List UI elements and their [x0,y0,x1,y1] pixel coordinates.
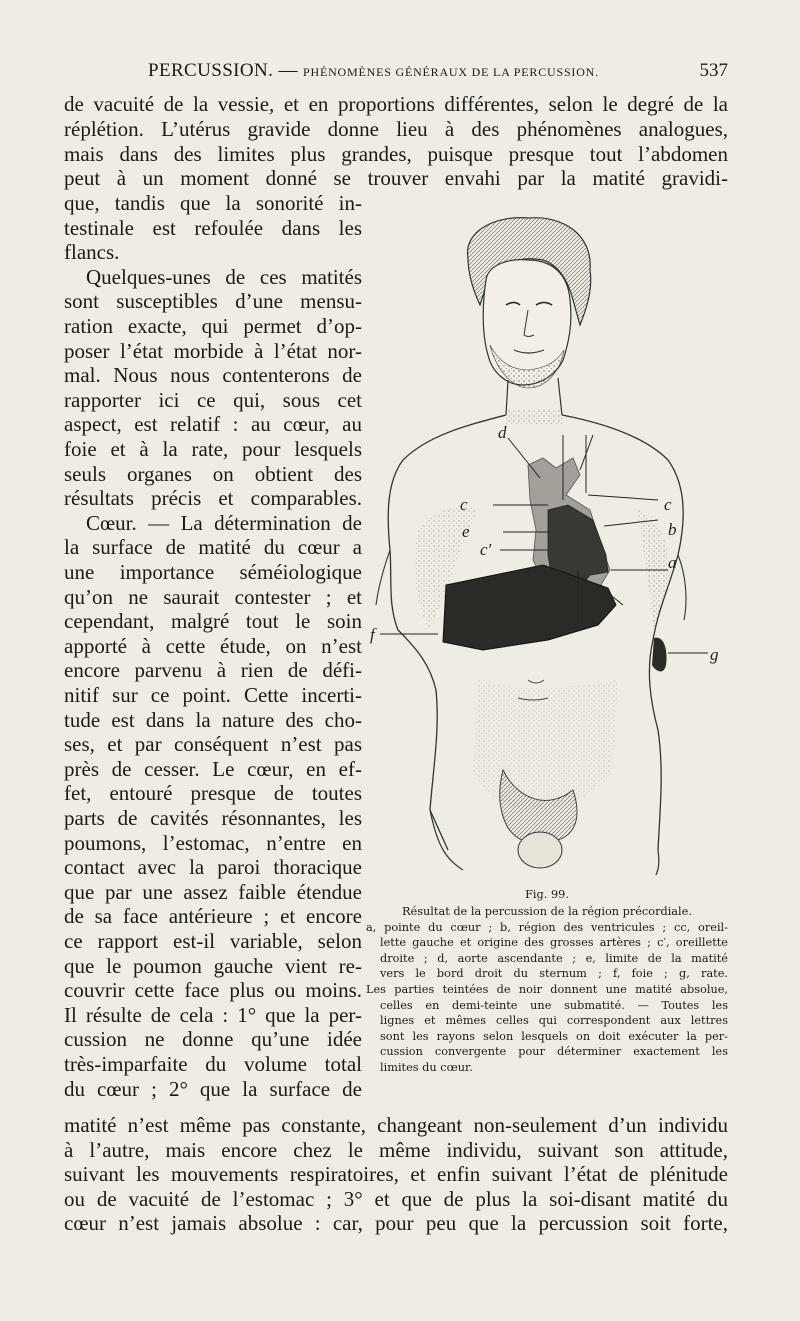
text-line: ce rapport est-il variable, selon [64,929,362,953]
caption-line: cussion convergente pour déterminer exactement les [380,1045,728,1059]
text-line: ses, et par conséquent n’est pas [64,732,362,757]
text-line: foie et à la rate, pour lesquels [64,437,362,461]
text-line: ration exacte, qui permet d’op- [64,314,362,338]
text-line: que, tandis que la sonorité in- [64,191,362,215]
text-line: Cœur. — La détermination de [86,510,362,535]
text-line: très-imparfaite du volume total [64,1052,362,1076]
text-line: du cœur ; 2° que la surface de [64,1076,362,1101]
caption-line: Résultat de la percussion de la région précordiale. [402,905,692,918]
text-line: apporté à cette étude, on n’est [64,633,362,658]
text-line: une importance séméiologique [64,560,362,584]
text-line: couvrir cette face plus ou moins. [64,978,362,1003]
text-line: tude est dans la nature des cho- [64,707,362,732]
label-a: a [668,553,677,572]
text-line: nitif sur ce point. Cette incerti- [64,683,362,707]
running-header [64,60,728,84]
caption-line: limites du cœur. [380,1061,473,1074]
text-line: testinale est refoulée dans les [64,215,362,240]
text-line: mais dans des limites plus grandes, puisque presque tout l’abdomen [64,141,728,166]
text-line: flancs. [64,240,120,265]
text-line: près de cesser. Le cœur, en ef- [64,756,362,781]
caption-line: a, pointe du cœur ; b, région des ventricules ; cc, oreil- [366,920,728,934]
caption-line: Les parties teintées de noir donnent une matité absolue, [366,983,728,996]
header-title: PERCUSSION. — PHÉNOMÈNES GÉNÉRAUX DE LA PERCUSSION. [148,60,599,81]
text-line: Quelques-unes de ces matités [86,264,362,289]
text-line: seuls organes on obtient des [64,461,362,486]
text-line: poser l’état morbide à l’état nor- [64,338,362,363]
text-line: parts de cavités résonnantes, les [64,806,362,830]
label-e: e [462,522,470,541]
text-line: résultats précis et comparables. [64,486,362,511]
caption-line: vers le bord droit du sternum ; f, foie ; g, rate. [380,967,728,981]
text-line: contact avec la paroi thoracique [64,855,362,880]
text-line: matité n’est même pas constante, changeant non-seulement d’un individu [64,1113,728,1137]
spleen-matite [652,638,667,672]
text-line: fet, entouré presque de toutes [64,781,362,806]
page-number: 537 [699,60,728,81]
text-line: qu’on ne saurait contester ; et [64,584,362,609]
label-d: d [498,423,507,442]
text-line: cœur n’est jamais absolue : car, pour peu que la percussion soit forte, [64,1211,728,1236]
label-c-prime: c′ [480,540,492,559]
text-line: aspect, est relatif : au cœur, au [64,412,362,437]
caption-line: droite ; d, aorte ascendante ; e, limite de la matité [380,951,728,965]
text-line: sont susceptibles d’une mensu- [64,289,362,314]
caption-line: lignes et mêmes celles qui correspondent aux lettres [380,1014,728,1028]
text-line: encore parvenu à rien de défi- [64,658,362,683]
text-line: ou de vacuité de l’estomac ; 3° et que de plus la soi-disant matité du [64,1186,728,1211]
text-line: cussion ne donne qu’une idée [64,1027,362,1052]
text-line: rapporter ici ce qui, sous cet [64,387,362,412]
caption-title: Fig. 99. [525,888,569,901]
text-line: de sa face antérieure ; et encore [64,904,362,929]
caption-line: sont les rayons selon lesquels on doit exécuter la per- [380,1029,728,1043]
label-g: g [710,645,719,664]
label-c-left: c [460,495,468,514]
genitals [518,832,562,868]
text-line: Il résulte de cela : 1° que la per- [64,1002,362,1027]
label-b: b [668,520,677,539]
text-line: poumons, l’estomac, n’entre en [64,830,362,855]
text-line: de vacuité de la vessie, et en proportions différentes, selon le degré de la [64,92,728,116]
text-line: peut à un moment donné se trouver envahi par la matité gravidi- [64,166,728,191]
text-line: cependant, malgré tout le soin [64,609,362,634]
text-line: que le poumon gauche vient re- [64,953,362,978]
text-line: réplétion. L’utérus gravide donne lieu à des phénomènes analogues, [64,116,728,141]
label-c-right: c [664,495,672,514]
text-line: à l’autre, mais encore chez le même individu, suivant son attitude, [64,1137,728,1162]
text-line: la surface de matité du cœur a [64,535,362,560]
figure-99-illustration [368,210,728,875]
caption-line: lette gauche et origine des grosses artères ; c′, oreillette [380,936,728,950]
caption-line: celles en demi-teinte une submatité. — Toutes les [380,998,728,1012]
text-line: suivant les mouvements respiratoires, et enfin suivant l’état de plénitude [64,1162,728,1187]
label-f: f [370,625,375,644]
text-line: que par une assez faible étendue [64,879,362,904]
text-line: mal. Nous nous contenterons de [64,363,362,388]
